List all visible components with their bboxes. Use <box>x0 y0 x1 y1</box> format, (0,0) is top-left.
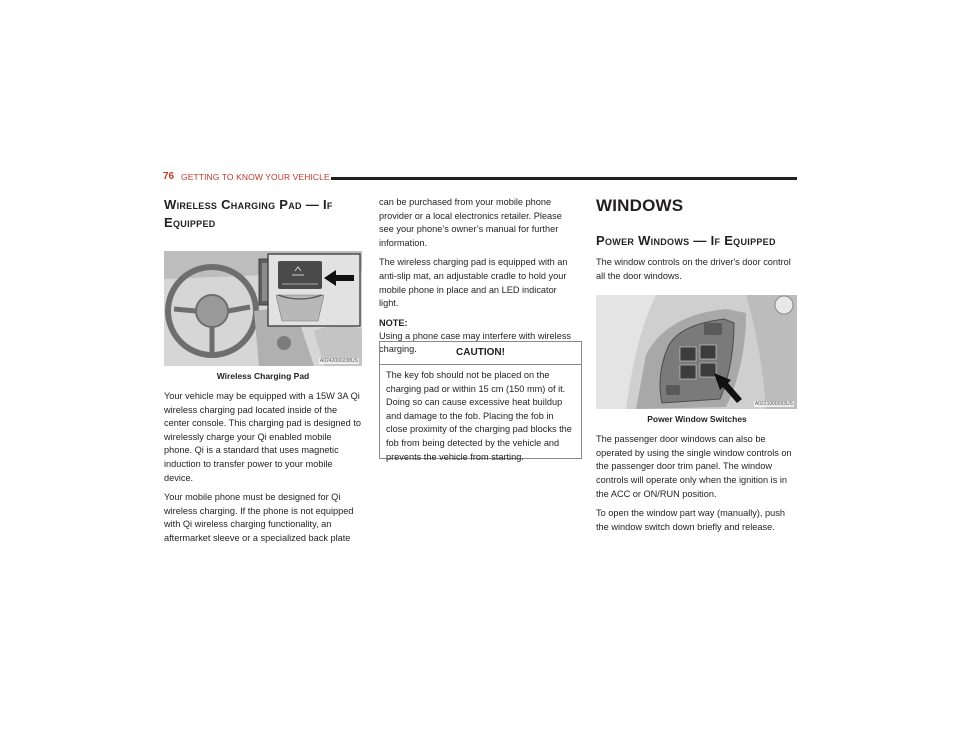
paragraph: Your mobile phone must be designed for Qi wireless charging. If the phone is not equipped with Qi wireless charging functionality, an aftermarket sleeve or a specialized back plate <box>164 492 354 543</box>
running-title: GETTING TO KNOW YOUR VEHICLE <box>181 172 330 182</box>
section-title: WINDOWS <box>596 196 684 215</box>
heading-line-1: Wireless Charging Pad — If <box>164 197 333 212</box>
page-header <box>163 171 797 185</box>
figure-caption: Wireless Charging Pad <box>216 371 310 381</box>
figure-id: A0242000238US <box>319 358 358 364</box>
power-window-switches-figure <box>596 295 797 409</box>
paragraph: can be purchased from your mobile phone provider or a local electronics retailer. Please see your phone’s owner’s manual for further information. <box>379 197 562 248</box>
column-1 <box>164 196 362 552</box>
note-label: NOTE: <box>379 317 408 328</box>
caution-text: The key fob should not be placed on the charging pad or within 15 cm (150 mm) of it. Doing so can cause excessive heat buildup and damage to the fob. Placing the fob in close proximity of the charging pad blocks the fob from being detected by the vehicle and prevents the vehicle from starting. <box>386 370 572 462</box>
page-number: 76 <box>163 171 175 182</box>
header-rule <box>331 177 797 180</box>
door-switch-illustration <box>596 295 797 409</box>
figure-caption: Power Window Switches <box>647 414 747 425</box>
paragraph: The window controls on the driver's door control all the door windows. <box>596 257 791 281</box>
console-illustration <box>164 251 362 366</box>
paragraph: To open the window part way (manually), push the window switch down briefly and release. <box>596 508 785 532</box>
wireless-charging-heading <box>164 196 362 232</box>
caution-box <box>379 341 582 462</box>
caution-title: CAUTION! <box>380 342 581 365</box>
paragraph: The wireless charging pad is equipped with an anti-slip mat, an adjustable cradle to hold your mobile phone in place and an LED indicator light. <box>379 257 568 309</box>
column-2 <box>379 196 577 363</box>
heading-line-2: Equipped <box>164 215 216 230</box>
wireless-charging-pad-figure <box>164 251 362 366</box>
paragraph: The passenger door windows can also be operated by using the single window controls on the passenger door trim panel. The window controls will operate only when the ignition is in the ACC or ON/RUN position. <box>596 434 792 499</box>
paragraph: Your vehicle may be equipped with a 15W 3A Qi wireless charging pad located inside of the center console. This charging pad is designed to wirelessly charge your Qi enabled mobile phone. Qi is a standard that uses magnetic induction to transfer power to your mobile device. <box>164 391 361 483</box>
note-text: Using a phone case may interfere with wireless charging. <box>379 330 572 355</box>
figure-id: A0221000033US <box>754 401 793 408</box>
power-windows-heading: Power Windows — If Equipped <box>596 233 776 248</box>
column-3 <box>596 196 798 540</box>
